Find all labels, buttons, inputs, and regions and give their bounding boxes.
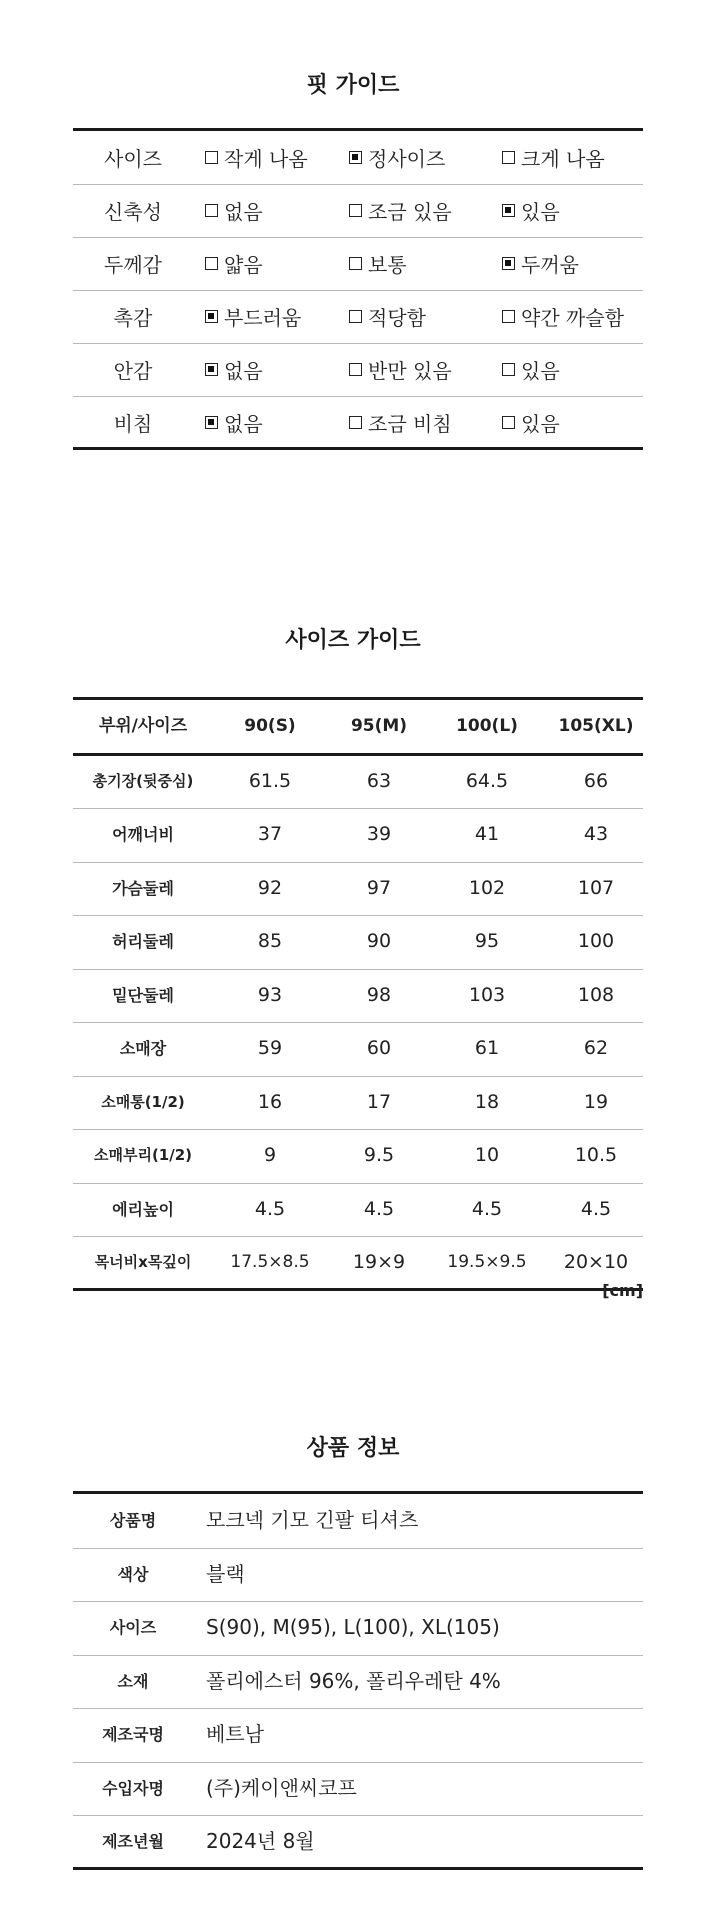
- fit-guide-option[interactable]: [502, 249, 579, 278]
- fit-guide-title: 핏 가이드: [306, 73, 400, 98]
- fit-guide-option[interactable]: [205, 355, 263, 384]
- fit-guide-option[interactable]: [349, 408, 452, 437]
- product-info-title: 상품 정보: [306, 1436, 400, 1461]
- fit-guide-option[interactable]: [502, 302, 624, 331]
- fit-guide-option-label: 두꺼움: [521, 252, 579, 277]
- size-guide-value: 90: [366, 930, 392, 952]
- product-info-row: [73, 1601, 643, 1654]
- product-info-row-divider: [73, 1867, 643, 1870]
- size-guide-value: 62: [583, 1037, 609, 1059]
- size-guide-measure-label: 소매장: [119, 1039, 167, 1058]
- fit-guide-row-label: 두께감: [104, 252, 162, 277]
- size-guide-value: 108: [577, 983, 615, 1006]
- size-guide-value: 19×9: [352, 1251, 406, 1273]
- fit-guide-row-divider: [73, 447, 643, 450]
- fit-guide-option-label: 정사이즈: [368, 146, 446, 171]
- size-guide-value: 19: [583, 1090, 609, 1113]
- fit-guide-option[interactable]: [502, 196, 560, 225]
- fit-guide-row-label: 안감: [113, 358, 153, 383]
- unchecked-box-icon[interactable]: [349, 363, 362, 376]
- size-guide-header-cell: 105(XL): [558, 716, 634, 736]
- fit-guide-option[interactable]: [205, 302, 301, 331]
- size-guide-value: 41: [474, 823, 500, 845]
- product-info-row: [73, 1548, 643, 1601]
- unchecked-box-icon[interactable]: [349, 204, 362, 217]
- checked-box-icon[interactable]: [205, 416, 218, 429]
- size-guide-header-cell: 부위/사이즈: [98, 716, 188, 736]
- product-info-value: 모크넥 기모 긴팔 티셔츠: [206, 1508, 419, 1532]
- fit-guide-option[interactable]: [502, 355, 560, 384]
- product-info-label: 상품명: [109, 1511, 157, 1530]
- size-guide-value: 100: [577, 930, 615, 952]
- size-guide-measure-label: 가슴둘레: [112, 878, 174, 898]
- fit-guide-row: [73, 290, 643, 342]
- size-guide-measure-label: 총기장(뒷중심): [92, 771, 194, 790]
- size-guide-title: 사이즈 가이드: [285, 628, 421, 653]
- checked-box-icon[interactable]: [205, 310, 218, 323]
- product-info-row: [73, 1494, 643, 1547]
- fit-guide-option[interactable]: [349, 143, 445, 172]
- size-guide-value: 60: [366, 1037, 392, 1059]
- unchecked-box-icon[interactable]: [502, 363, 515, 376]
- size-guide-row: [73, 862, 643, 915]
- fit-guide-option-label: 반만 있음: [368, 358, 452, 383]
- size-guide-value: 98: [366, 983, 392, 1006]
- fit-guide-row: [73, 237, 643, 289]
- unchecked-box-icon[interactable]: [205, 257, 218, 270]
- product-info-label: 소재: [117, 1671, 149, 1691]
- fit-guide-option-label: 적당함: [368, 305, 426, 330]
- fit-guide-option[interactable]: [205, 143, 308, 172]
- product-info-row: [73, 1708, 643, 1761]
- size-guide-value: 85: [257, 930, 283, 952]
- product-info-row: [73, 1762, 643, 1815]
- size-guide-value: 92: [257, 876, 283, 899]
- fit-guide-option-label: 조금 비침: [368, 411, 452, 436]
- fit-guide-option-label: 부드러움: [224, 305, 302, 330]
- size-guide-row: [73, 808, 643, 861]
- size-guide-value: 9: [263, 1144, 277, 1166]
- fit-guide-option-label: 없음: [224, 411, 263, 436]
- size-guide-measure-label: 허리둘레: [112, 932, 174, 951]
- fit-guide-option-label: 조금 있음: [368, 199, 452, 224]
- fit-guide-option-label: 얇음: [224, 252, 263, 277]
- size-guide-value: 10: [474, 1144, 500, 1166]
- product-info-label: 제조국명: [102, 1725, 164, 1744]
- fit-guide-option[interactable]: [205, 196, 263, 225]
- size-guide-value: 61.5: [248, 769, 292, 792]
- fit-guide-row-label: 촉감: [113, 305, 153, 330]
- fit-guide-option[interactable]: [349, 302, 426, 331]
- size-guide-value: 43: [583, 823, 609, 845]
- size-guide-value: 107: [577, 876, 615, 899]
- size-guide-measure-label: 소매부리(1/2): [93, 1146, 193, 1164]
- size-guide-value: 4.5: [254, 1197, 286, 1220]
- size-guide-row: [73, 969, 643, 1022]
- size-guide-value: 97: [366, 876, 392, 899]
- fit-guide-row: [73, 184, 643, 236]
- fit-guide-option-label: 있음: [521, 199, 560, 224]
- size-guide-measure-label: 목너비x목깊이: [94, 1253, 192, 1271]
- size-guide-value: 37: [257, 823, 283, 845]
- product-info-value: 폴리에스터 96%, 폴리우레탄 4%: [206, 1668, 501, 1693]
- product-info-row: [73, 1655, 643, 1708]
- size-guide-header-cell: 90(S): [244, 716, 296, 736]
- fit-guide-row: [73, 396, 643, 448]
- fit-guide-option[interactable]: [349, 249, 407, 278]
- fit-guide-option-label: 없음: [224, 199, 263, 224]
- size-guide-row: [73, 1129, 643, 1182]
- fit-guide-row-label: 신축성: [104, 199, 162, 224]
- fit-guide-option-label: 있음: [521, 358, 560, 383]
- size-guide-value: 9.5: [363, 1144, 395, 1166]
- size-guide-value: 19.5×9.5: [447, 1252, 527, 1272]
- size-guide-value: 4.5: [363, 1197, 395, 1220]
- size-guide-value: 17: [366, 1090, 392, 1113]
- size-guide-value: 39: [366, 823, 392, 845]
- fit-guide-option[interactable]: [349, 355, 452, 384]
- size-guide-value: 17.5×8.5: [230, 1252, 310, 1272]
- unit-label: [cm]: [602, 1281, 643, 1300]
- size-guide-value: 10.5: [574, 1144, 618, 1166]
- fit-guide-option[interactable]: [205, 249, 263, 278]
- size-guide-value: 4.5: [580, 1197, 612, 1220]
- unchecked-box-icon[interactable]: [349, 310, 362, 323]
- checked-box-icon[interactable]: [502, 257, 515, 270]
- product-info-value: 2024년 8월: [206, 1829, 315, 1853]
- unchecked-box-icon[interactable]: [205, 204, 218, 217]
- size-guide-value: 64.5: [465, 769, 509, 792]
- fit-guide-option-label: 작게 나옴: [224, 146, 308, 171]
- fit-guide-row-label: 사이즈: [104, 146, 162, 171]
- fit-guide-row-label: 비침: [113, 411, 153, 436]
- product-info-label: 색상: [117, 1564, 149, 1584]
- size-guide-value: 4.5: [471, 1197, 503, 1220]
- product-info-label: 수입자명: [102, 1778, 164, 1798]
- size-guide-measure-label: 에리높이: [112, 1199, 174, 1219]
- fit-guide-option-label: 보통: [368, 252, 407, 277]
- size-guide-row: [73, 755, 643, 808]
- size-guide-row: [73, 1022, 643, 1075]
- fit-guide-option-label: 있음: [521, 411, 560, 436]
- product-info-label: 제조년월: [102, 1832, 164, 1851]
- unchecked-box-icon[interactable]: [349, 257, 362, 270]
- size-guide-value: 102: [468, 876, 506, 899]
- size-guide-value: 18: [474, 1090, 500, 1113]
- product-info-value: 블랙: [206, 1561, 245, 1586]
- size-guide-measure-label: 어깨너비: [112, 825, 174, 844]
- product-info-value: 베트남: [206, 1722, 264, 1746]
- unchecked-box-icon[interactable]: [502, 151, 515, 164]
- size-guide-value: 66: [583, 769, 609, 792]
- size-guide-value: 59: [257, 1037, 283, 1059]
- unchecked-box-icon[interactable]: [502, 310, 515, 323]
- size-guide-header-cell: 95(M): [350, 716, 408, 736]
- size-guide-value: 16: [257, 1090, 283, 1113]
- unchecked-box-icon[interactable]: [205, 151, 218, 164]
- size-guide-measure-label: 소매통(1/2): [101, 1092, 185, 1111]
- size-guide-measure-label: 밑단둘레: [112, 985, 174, 1005]
- size-guide-header-cell: 100(L): [456, 716, 518, 736]
- checked-box-icon[interactable]: [502, 204, 515, 217]
- product-info-label: 사이즈: [109, 1618, 157, 1637]
- fit-guide-option[interactable]: [502, 408, 560, 437]
- size-guide-value: 95: [474, 930, 500, 952]
- unchecked-box-icon[interactable]: [502, 416, 515, 429]
- size-guide-value: 63: [366, 769, 392, 792]
- fit-guide-option-label: 없음: [224, 358, 263, 383]
- size-guide-row: [73, 1076, 643, 1129]
- size-guide-header-row: [73, 700, 643, 753]
- size-guide-value: 20×10: [563, 1251, 629, 1273]
- checked-box-icon[interactable]: [205, 363, 218, 376]
- size-guide-row-divider: [73, 1288, 643, 1291]
- fit-guide-row: [73, 343, 643, 395]
- fit-guide-row: [73, 131, 643, 183]
- unchecked-box-icon[interactable]: [349, 416, 362, 429]
- product-info-value: S(90), M(95), L(100), XL(105): [206, 1615, 500, 1639]
- size-guide-row: [73, 1236, 643, 1289]
- size-guide-row: [73, 1183, 643, 1236]
- size-guide-row: [73, 915, 643, 968]
- fit-guide-option[interactable]: [502, 143, 605, 172]
- size-guide-value: 103: [468, 983, 506, 1006]
- checked-box-icon[interactable]: [349, 151, 362, 164]
- size-guide-value: 93: [257, 983, 283, 1006]
- fit-guide-option-label: 크게 나옴: [521, 146, 605, 171]
- fit-guide-option[interactable]: [205, 408, 263, 437]
- product-info-value: (주)케이앤씨코프: [206, 1775, 357, 1800]
- fit-guide-option-label: 약간 까슬함: [521, 305, 624, 330]
- size-guide-value: 61: [474, 1037, 500, 1059]
- product-info-row: [73, 1815, 643, 1868]
- fit-guide-option[interactable]: [349, 196, 452, 225]
